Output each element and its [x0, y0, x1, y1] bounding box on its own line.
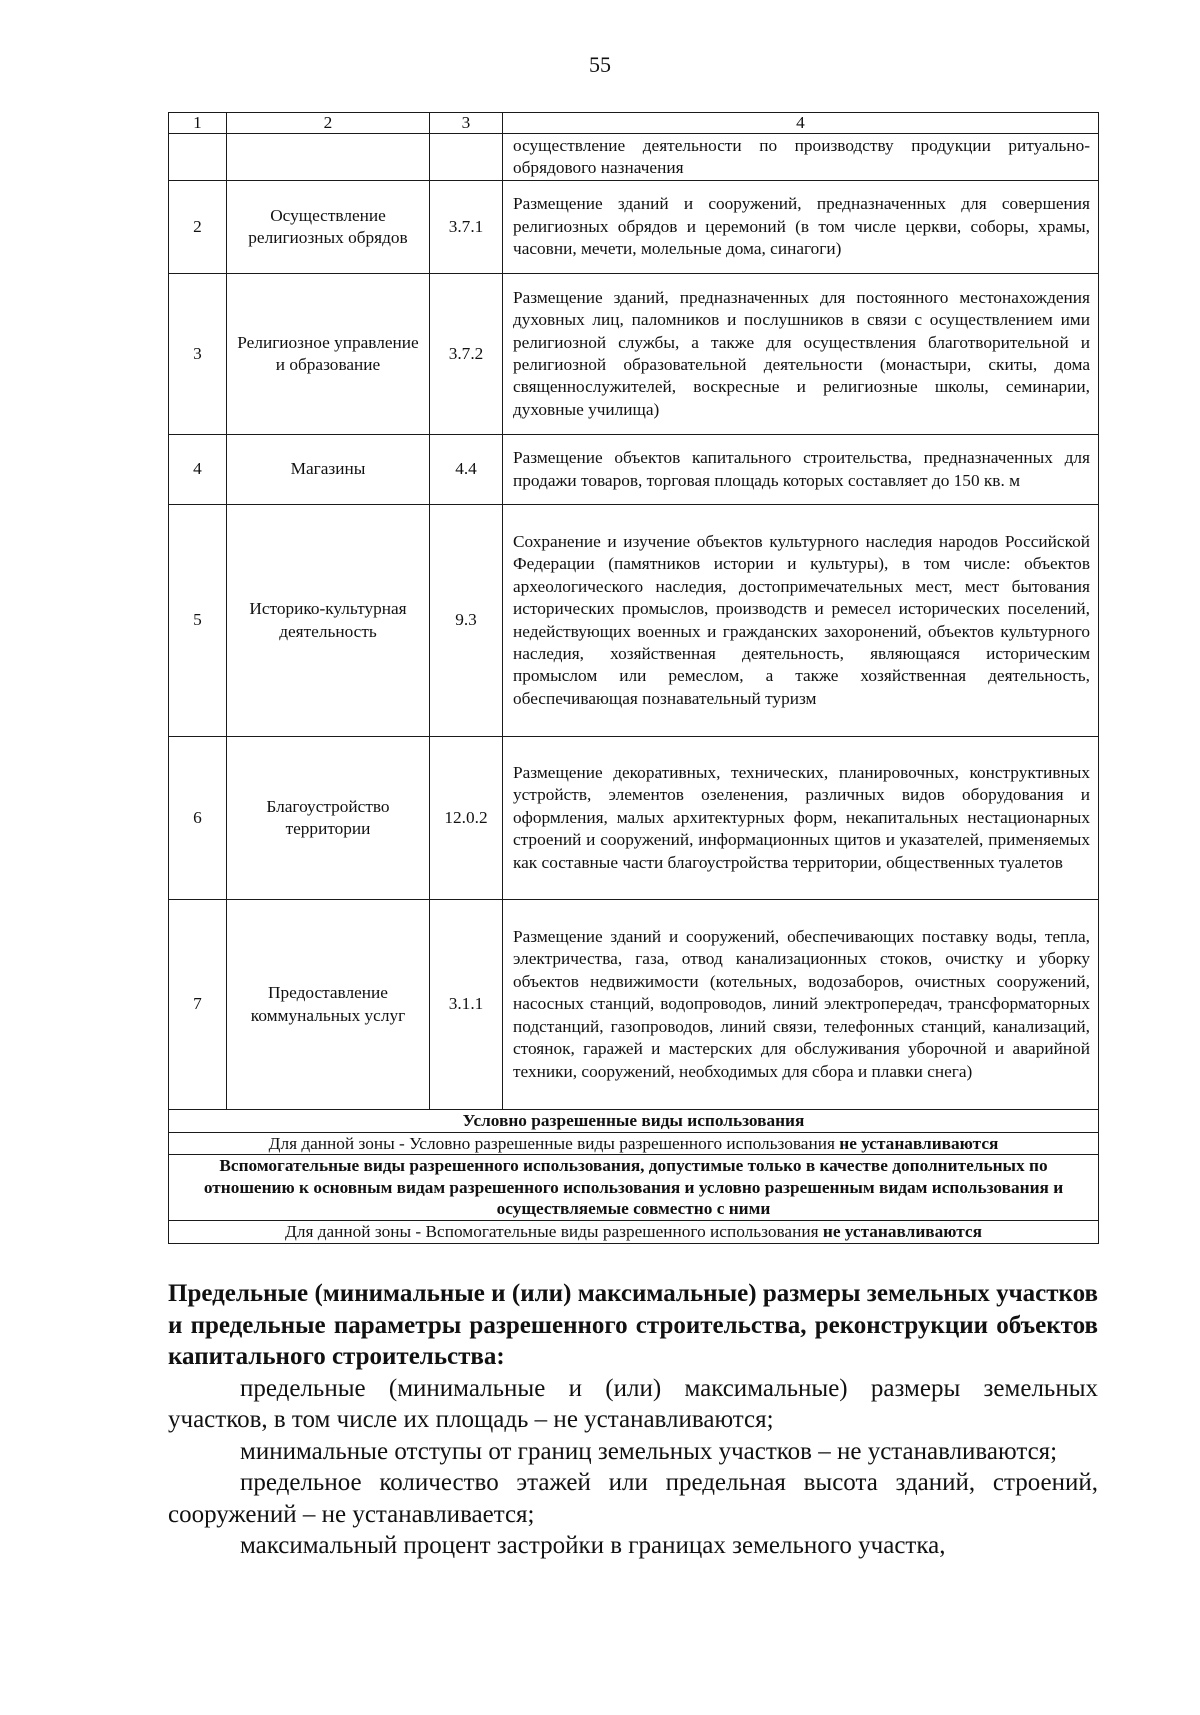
table-row — [169, 737, 1099, 900]
table-row — [169, 435, 1099, 505]
row-description: Размещение зданий и сооружений, предназначенных для совершения религиозных обрядов и церемоний (в том числе церкви, соборы, храмы, часовни, мечети, молельные дома, синагоги) — [503, 181, 1099, 274]
row-name: Осуществление религиозных обрядов — [227, 181, 430, 274]
paragraph: максимальный процент застройки в границах земельного участка, — [240, 1532, 946, 1559]
row-name: Предоставление коммунальных услуг — [227, 900, 430, 1110]
land-use-table — [168, 112, 1099, 1244]
row-name: Историко-культурная деятельность — [227, 505, 430, 737]
table-row — [169, 1132, 1099, 1155]
row-code: 4.4 — [430, 435, 503, 505]
table-row — [169, 505, 1099, 737]
row-name: Религиозное управление и образование — [227, 274, 430, 435]
row-number: 6 — [169, 737, 227, 900]
row-description: Сохранение и изучение объектов культурного наследия народов Российской Федерации (памятников истории и культуры), в том числе: объектов археологического наследия, достопримечательных мест, мест бытования исторических промыслов, производств и ремесел исторических поселений, недействующих военных и гражданских захоронений, объектов культурного наследия, хозяйственная деятельность, являющаяся историческим промыслом или ремеслом, а также хозяйственная деятельность, обеспечивающая познавательный туризм — [503, 505, 1099, 737]
row-description: Размещение зданий и сооружений, обеспечивающих поставку воды, тепла, электричества, газа, отвод канализационных стоков, очистку и уборку объектов недвижимости (котельных, водозаборов, очистных сооружений, насосных станций, водопроводов, линий электропередач, трансформаторных подстанций, газопроводов, линий связи, телефонных станций, канализаций, стоянок, гаражей и мастерских для обслуживания уборочной и аварийной техники, сооружений, необходимых для сбора и плавки снега) — [503, 900, 1099, 1110]
note-text: Для данной зоны - Вспомогательные виды разрешенного использования — [285, 1222, 819, 1242]
row-description: осуществление деятельности по производству продукции ритуально-обрядового назначения — [503, 134, 1099, 181]
table-header-row — [169, 113, 1099, 134]
paragraph: минимальные отступы от границ земельных участков – не устанавливаются; — [240, 1437, 1058, 1465]
table-row — [169, 134, 1099, 181]
note-emphasis: не устанавливаются — [822, 1222, 982, 1242]
paragraph: предельные (минимальные и (или) максимальные) размеры земельных участков, в том числе их площадь – не устанавливаются; — [168, 1374, 1098, 1433]
note-text: Для данной зоны - Условно разрешенные виды разрешенного использования — [268, 1133, 835, 1153]
row-code: 3.7.2 — [430, 274, 503, 435]
row-name: Магазины — [227, 435, 430, 505]
auxiliary-uses-title: Вспомогательные виды разрешенного использования, допустимые только в качестве дополнительных по отношению к основным видам разрешенного использования и условно разрешенным видам использования и осуществляемые совместно с ними — [169, 1155, 1099, 1221]
table-row — [169, 1110, 1099, 1133]
limits-section — [168, 1278, 1098, 1562]
row-description: Размещение декоративных, технических, планировочных, конструктивных устройств, элементов озеленения, различных видов оборудования и оформления, малых архитектурных форм, некапитальных нестационарных строений и сооружений, информационных щитов и указателей, применяемых как составные части благоустройства территории, общественных туалетов — [503, 737, 1099, 900]
row-code: 3.1.1 — [430, 900, 503, 1110]
header-cell: 4 — [503, 113, 1099, 134]
conditional-uses-title: Условно разрешенные виды использования — [169, 1110, 1099, 1133]
table-row — [169, 1221, 1099, 1244]
row-number: 4 — [169, 435, 227, 505]
row-code: 3.7.1 — [430, 181, 503, 274]
row-number: 7 — [169, 900, 227, 1110]
note-emphasis: не устанавливаются — [839, 1133, 999, 1153]
table-row — [169, 1155, 1099, 1221]
row-number: 3 — [169, 274, 227, 435]
row-number: 2 — [169, 181, 227, 274]
row-name: Благоустройство территории — [227, 737, 430, 900]
header-cell: 1 — [169, 113, 227, 134]
table-row — [169, 181, 1099, 274]
auxiliary-uses-note — [169, 1221, 1099, 1244]
row-code: 9.3 — [430, 505, 503, 737]
section-heading: Предельные (минимальные и (или) максимальные) размеры земельных участков и предельные параметры разрешенного строительства, реконструкции объектов капитального строительства: — [168, 1280, 1098, 1370]
row-description: Размещение зданий, предназначенных для постоянного местонахождения духовных лиц, паломников и послушников в связи с осуществлением ими религиозной службы, а также для осуществления благотворительной и религиозной образовательной деятельности (монастыри, скиты, дома священнослужителей, воскресные и религиозные школы, семинарии, духовные училища) — [503, 274, 1099, 435]
conditional-uses-note — [169, 1132, 1099, 1155]
paragraph: предельное количество этажей или предельная высота зданий, строений, сооружений – не устанавливается; — [168, 1469, 1098, 1528]
header-cell: 2 — [227, 113, 430, 134]
row-description: Размещение объектов капитального строительства, предназначенных для продажи товаров, торговая площадь которых составляет до 150 кв. м — [503, 435, 1099, 505]
row-number: 5 — [169, 505, 227, 737]
header-cell: 3 — [430, 113, 503, 134]
page-number: 55 — [589, 52, 611, 77]
table-row — [169, 900, 1099, 1110]
row-code: 12.0.2 — [430, 737, 503, 900]
table-row — [169, 274, 1099, 435]
